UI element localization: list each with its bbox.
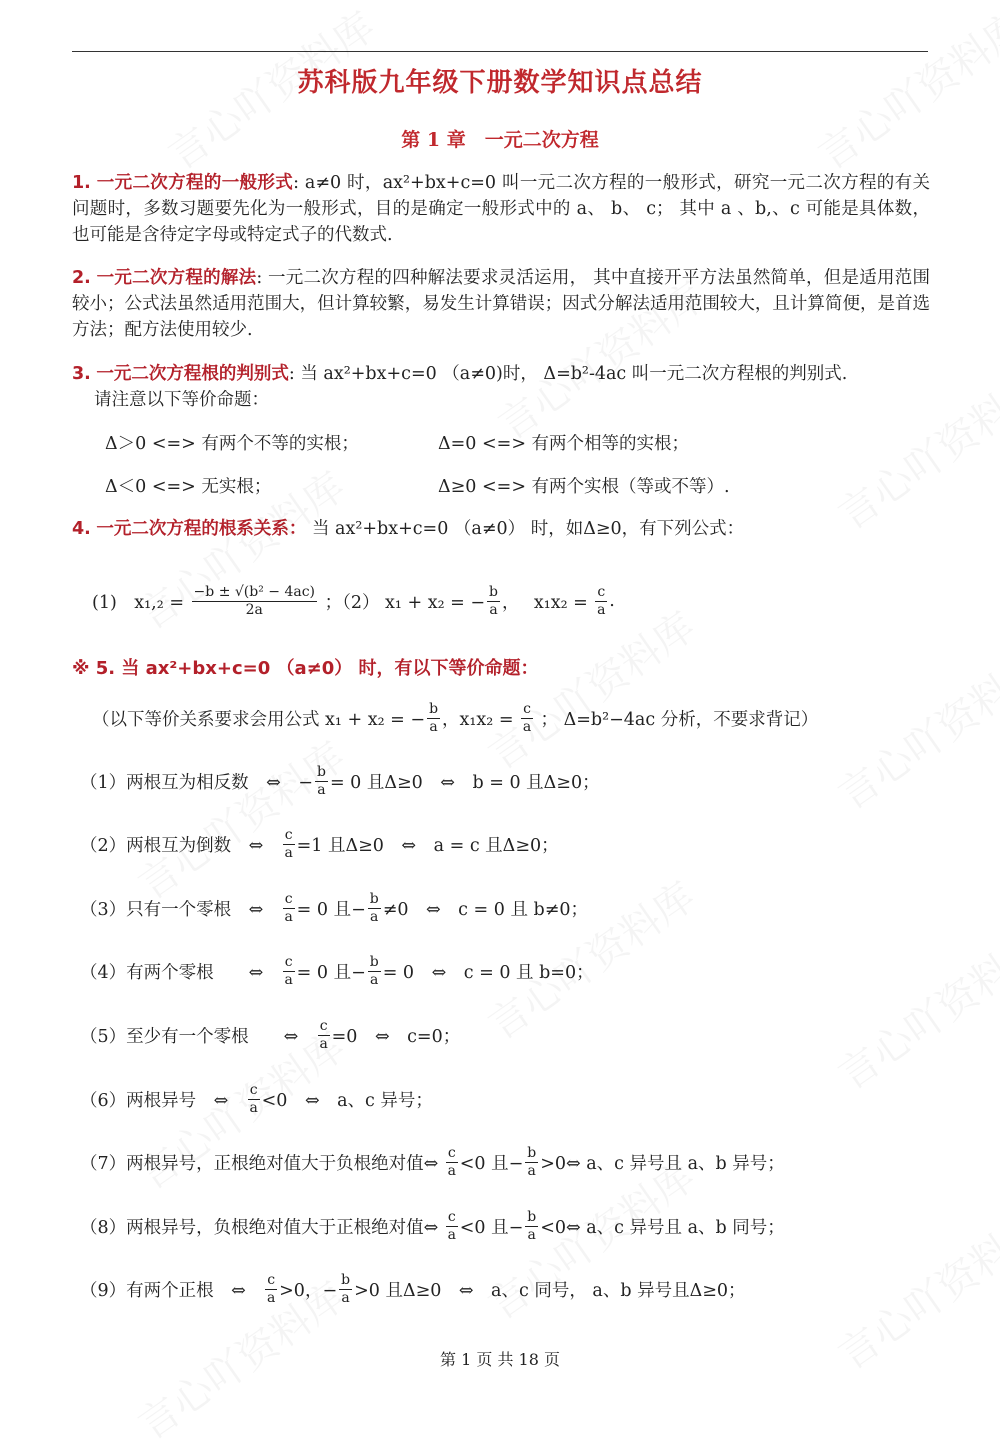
denominator: a <box>597 601 606 618</box>
chapter-title: 第 1 章 一元二次方程 <box>401 129 599 151</box>
denominator: a <box>249 1099 258 1116</box>
proposition-row <box>80 1201 785 1251</box>
math-text: （6）两根异号 ⇔ <box>80 1090 246 1111</box>
proposition-row <box>80 820 559 870</box>
page-title: 苏科版九年级下册数学知识点总结 <box>297 68 703 98</box>
fraction <box>427 701 440 736</box>
section-5-heading: ※ 5. 当 ax²+bx+c=0 （a≠0） 时，有以下等价命题： <box>72 658 539 679</box>
fraction <box>339 1272 352 1307</box>
denominator: a <box>284 908 293 925</box>
denominator: a <box>370 908 379 925</box>
math-text: = 0 且Δ≥0 ⇔ b = 0 且Δ≥0； <box>329 772 600 793</box>
math-text: （7）两根异号，正根绝对值大于负根绝对值⇔ <box>80 1154 444 1175</box>
math-text: >0 且Δ≥0 ⇔ a、c 同号， a、b 异号且Δ≥0； <box>354 1281 746 1302</box>
section-body: : 一元二次方程的四种解法要求灵活运用， 其中直接开平方法虽然简单，但是适用范围较小；公式法虽然适用范围大，但计算较繁，易发生计算错误；因式分解法适用范围较大，且计算简便，是首选方法；配方法使用较少. <box>72 268 930 340</box>
numerator: c <box>284 954 293 971</box>
math-text: = 0 ⇔ c = 0 且 b=0； <box>382 963 594 984</box>
fraction <box>446 1145 458 1180</box>
denominator: a <box>284 845 293 862</box>
denominator: a <box>527 1226 536 1243</box>
fraction <box>487 584 500 619</box>
section-heading: 一元二次方程的根系关系： <box>96 519 307 539</box>
fraction <box>248 1082 260 1117</box>
numerator: c <box>284 827 293 844</box>
math-text: = 0 且− <box>296 899 366 920</box>
fraction <box>192 584 317 619</box>
numerator: b <box>429 700 439 717</box>
denominator: a <box>447 1226 456 1243</box>
fraction <box>525 1145 538 1180</box>
page-footer: 第 1 页 共 18 页 <box>440 1350 560 1369</box>
math-text: （8）两根异号，负根绝对值大于正根绝对值⇔ <box>80 1217 444 1238</box>
section-number: 1. <box>72 173 91 193</box>
math-text: （4）有两个零根 ⇔ <box>80 963 281 984</box>
math-text: （3）只有一个零根 ⇔ <box>80 899 281 920</box>
fraction <box>265 1272 277 1307</box>
numerator: c <box>249 1081 258 1098</box>
fraction <box>446 1209 458 1244</box>
math-text: （9）有两个正根 ⇔ <box>80 1281 264 1302</box>
watermark <box>825 636 1000 820</box>
numerator: b <box>341 1272 351 1289</box>
math-text: ；（2） x₁ + x₂ = − <box>319 592 486 613</box>
math-text: （2）两根互为倒数 ⇔ <box>80 836 281 857</box>
section-1 <box>72 170 930 248</box>
math-text: (1) x₁,₂ = <box>92 592 190 613</box>
section-number: 4. <box>72 519 91 539</box>
numerator: c <box>319 1017 328 1034</box>
section-body: : a≠0 时，ax²+bx+c=0 叫一元二次方程的一般形式，研究一元二次方程的有关问题时，多数习题要先化为一般形式，目的是确定一般形式中的 a、 b、 c； 其中 a 、b,、c 可能是具体数，也可能是含待定字母或特定式子的代数式. <box>72 173 930 245</box>
fraction <box>283 827 295 862</box>
section-3 <box>72 361 930 413</box>
math-text: ≠0 ⇔ c = 0 且 b≠0； <box>382 899 589 920</box>
math-text: >0，− <box>279 1281 338 1302</box>
math-text: ， x₁x₂ = <box>502 592 594 613</box>
numerator: b <box>527 1145 537 1162</box>
fraction <box>521 701 533 736</box>
section-body: : 当 ax²+bx+c=0 （a≠0)时， Δ=b²-4ac 叫一元二次方程根的判别式. <box>288 364 848 384</box>
numerator: b <box>527 1208 537 1225</box>
math-text: ，x₁x₂ = <box>442 709 520 730</box>
discriminant-case: Δ=0 <=> 有两个相等的实根； <box>438 434 690 454</box>
fraction <box>368 954 381 989</box>
math-text: <0 ⇔ a、c 异号； <box>261 1090 433 1111</box>
fraction <box>595 584 607 619</box>
section-number: 2. <box>72 268 91 288</box>
discriminant-case: Δ＞0 <=> 有两个不等的实根； <box>105 434 359 454</box>
math-text: ； Δ=b²−4ac 分析，不要求背记） <box>534 709 819 730</box>
math-text: <0⇔ a、c 异号且 a、b 同号； <box>540 1217 785 1238</box>
math-text: . <box>609 591 615 611</box>
numerator: −b ± √(b² − 4ac) <box>193 583 316 600</box>
denominator: a <box>429 718 438 735</box>
fraction <box>283 954 295 989</box>
numerator: c <box>284 890 293 907</box>
math-text: （以下等价关系要求会用公式 x₁ + x₂ = − <box>92 709 426 730</box>
math-text: （5）至少有一个零根 ⇔ <box>80 1026 316 1047</box>
denominator: a <box>317 781 326 798</box>
denominator: a <box>370 972 379 989</box>
section-heading: 一元二次方程根的判别式 <box>96 364 289 384</box>
denominator: a <box>489 601 498 618</box>
section-heading: 一元二次方程的解法 <box>96 268 257 288</box>
section-2 <box>72 265 930 343</box>
math-text: <0 且− <box>459 1154 524 1175</box>
math-text: =1 且Δ≥0 ⇔ a = c 且Δ≥0； <box>296 836 559 857</box>
denominator: a <box>527 1163 536 1180</box>
fraction <box>525 1209 538 1244</box>
math-text: （1）两根互为相反数 ⇔ − <box>80 772 313 793</box>
fraction <box>315 764 328 799</box>
math-text: = 0 且− <box>296 963 366 984</box>
section-5-intro <box>92 693 818 743</box>
math-text: =0 ⇔ c=0； <box>331 1026 461 1047</box>
numerator: c <box>523 700 531 717</box>
math-text: <0 且− <box>459 1217 524 1238</box>
section-body-2: 请注意以下等价命题： <box>94 390 269 410</box>
proposition-row <box>80 947 594 997</box>
math-text: >0⇔ a、c 异号且 a、b 异号； <box>540 1154 785 1175</box>
discriminant-case: Δ≥0 <=> 有两个实根（等或不等）. <box>438 477 730 497</box>
numerator: c <box>597 583 606 600</box>
denominator: a <box>319 1035 328 1052</box>
numerator: c <box>267 1272 276 1289</box>
section-number: 3. <box>72 364 91 384</box>
proposition-row <box>80 1074 433 1124</box>
section-4 <box>72 516 930 542</box>
proposition-row <box>80 756 600 806</box>
numerator: b <box>369 954 379 971</box>
proposition-row <box>80 1138 785 1188</box>
fraction <box>283 891 295 926</box>
numerator: c <box>447 1208 456 1225</box>
denominator: a <box>522 718 532 735</box>
proposition-row <box>80 883 588 933</box>
denominator: a <box>267 1290 276 1307</box>
fraction <box>368 891 381 926</box>
numerator: b <box>316 763 326 780</box>
denominator: 2a <box>245 601 263 618</box>
denominator: a <box>341 1290 350 1307</box>
header-rule <box>72 51 928 52</box>
vieta-formulas <box>92 576 615 626</box>
watermark <box>825 916 1000 1100</box>
denominator: a <box>447 1163 456 1180</box>
fraction <box>318 1018 330 1053</box>
section-heading: 一元二次方程的一般形式 <box>96 173 294 193</box>
numerator: b <box>489 583 499 600</box>
proposition-row <box>80 1265 746 1315</box>
section-body: 当 ax²+bx+c=0 （a≠0） 时，如Δ≥0，有下列公式： <box>306 519 745 539</box>
denominator: a <box>284 972 293 989</box>
proposition-row <box>80 1010 460 1060</box>
discriminant-case: Δ＜0 <=> 无实根； <box>105 477 272 497</box>
numerator: b <box>369 890 379 907</box>
numerator: c <box>447 1145 456 1162</box>
